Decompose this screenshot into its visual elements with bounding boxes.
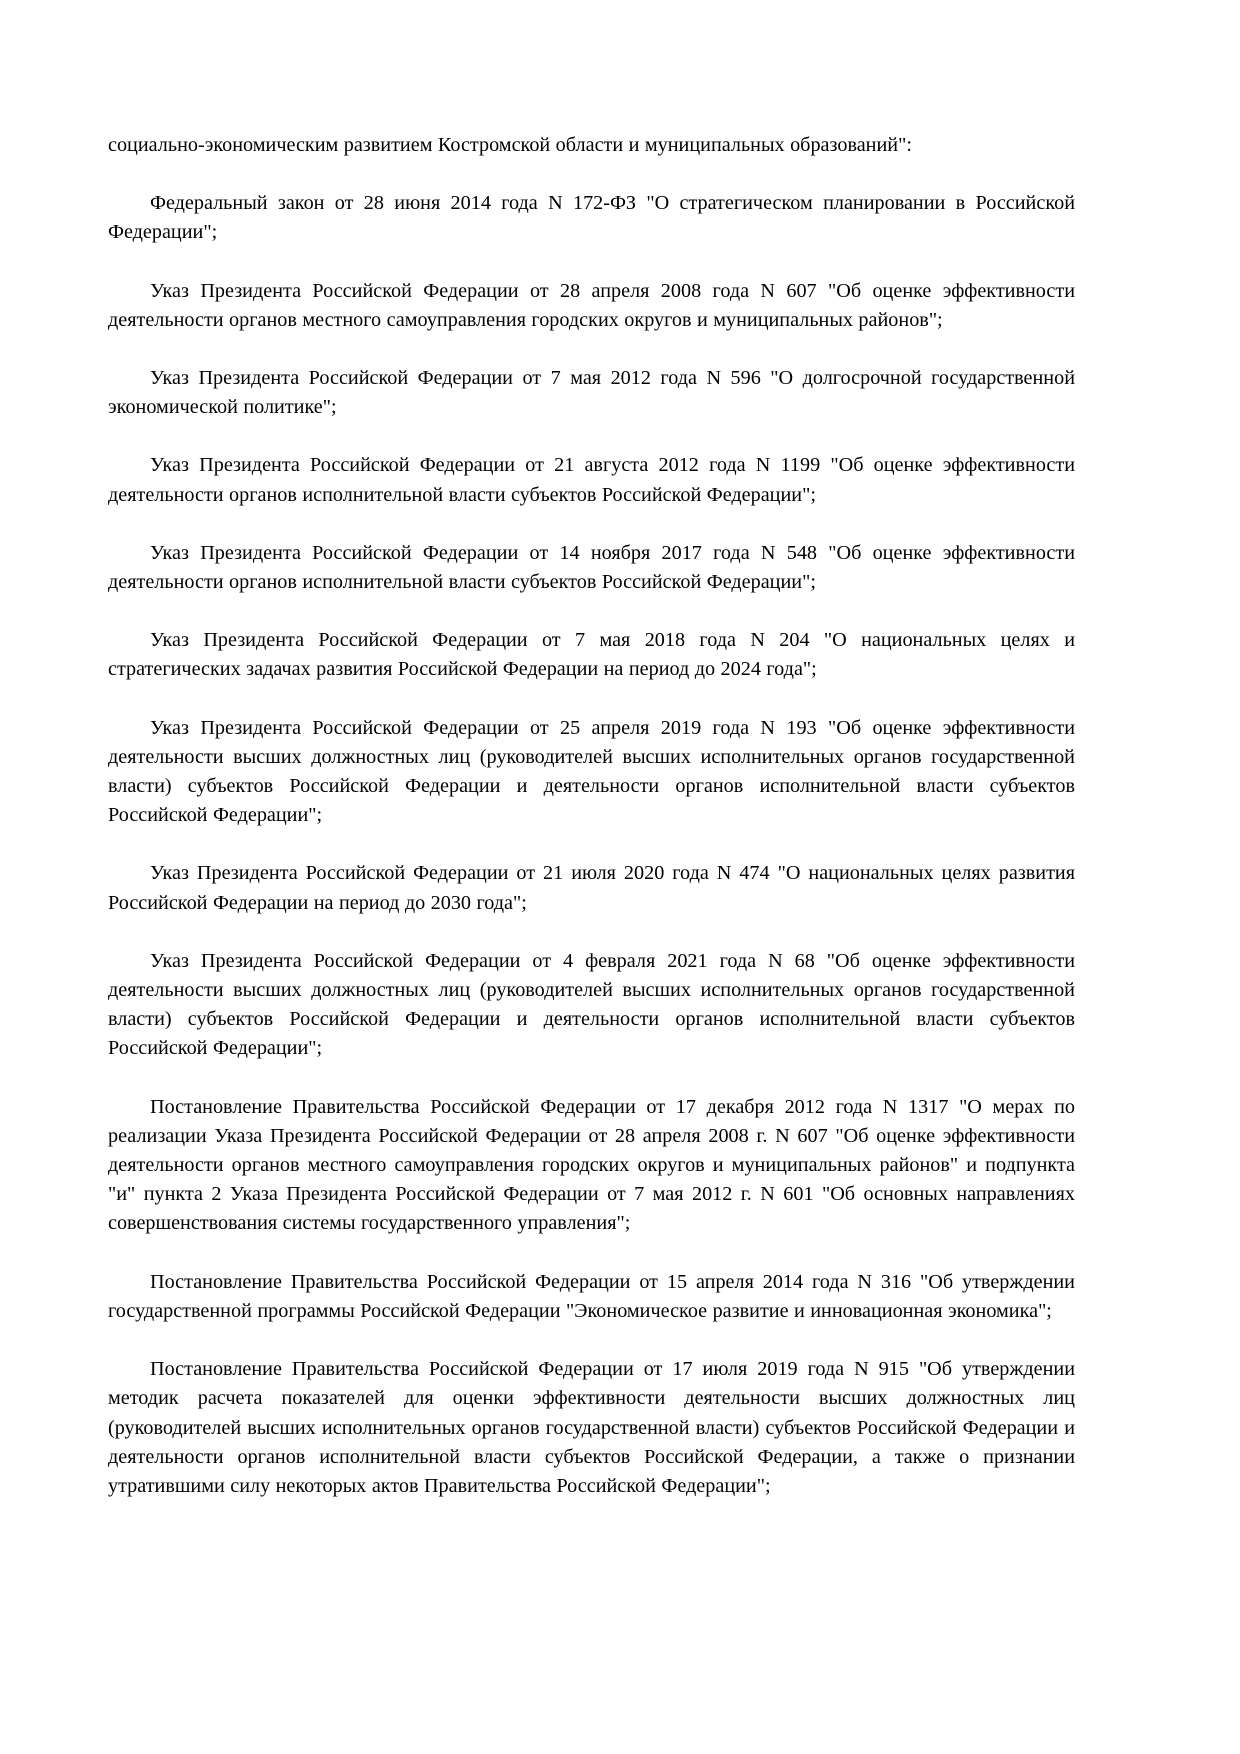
- paragraph-ukaz-474: Указ Президента Российской Федерации от 21 июля 2020 года N 474 "О национальных целях развития Российской Федерации на период до 2030 года";: [108, 862, 1075, 914]
- paragraph-spacer: [108, 335, 1075, 364]
- paragraph-spacer: [108, 510, 1075, 539]
- paragraph-ukaz-548: Указ Президента Российской Федерации от 14 ноября 2017 года N 548 "Об оценке эффективности деятельности органов исполнительной власти субъектов Российской Федерации";: [108, 541, 1075, 594]
- paragraph-ukaz-596: Указ Президента Российской Федерации от 7 мая 2012 года N 596 "О долгосрочной государственной экономической политике";: [108, 367, 1075, 419]
- paragraph-ukaz-204: Указ Президента Российской Федерации от 7 мая 2018 года N 204 "О национальных целях и стратегических задачах развития Российской Федерации на период до 2024 года";: [108, 629, 1075, 681]
- paragraph-spacer: [108, 1064, 1075, 1093]
- paragraph-federal-law-172fz: Федеральный закон от 28 июня 2014 года N 172-ФЗ "О стратегическом планировании в Российской Федерации";: [108, 192, 1075, 244]
- paragraph-postanovlenie-316: Постановление Правительства Российской Федерации от 15 апреля 2014 года N 316 "Об утверждении государственной программы Российской Федерации "Экономическое развитие и инновационная экономика";: [108, 1270, 1075, 1322]
- paragraph-postanovlenie-915: Постановление Правительства Российской Федерации от 17 июля 2019 года N 915 "Об утверждении методик расчета показателей для оценки эффективности деятельности высших должностных лиц (руководителей высших исполнительных органов государственной власти) субъектов Российской Федерации и деятельности органов исполнительной власти субъектов Российской Федерации, а также о признании утратившими силу некоторых актов Правительства Российской Федерации";: [108, 1358, 1075, 1497]
- paragraph-continuation-kostroma: социально-экономическим развитием Костромской области и муниципальных образований":: [108, 134, 912, 156]
- paragraph-spacer: [108, 1239, 1075, 1268]
- paragraph-ukaz-193: Указ Президента Российской Федерации от 25 апреля 2019 года N 193 "Об оценке эффективности деятельности высших должностных лиц (руководителей высших исполнительных органов государственной власти) субъектов Российской Федерации и деятельности органов исполнительной власти субъектов Российской Федерации";: [108, 716, 1075, 827]
- paragraph-ukaz-1199: Указ Президента Российской Федерации от 21 августа 2012 года N 1199 "Об оценке эффективности деятельности органов исполнительной власти субъектов Российской Федерации";: [108, 454, 1075, 506]
- document-text-body: [108, 131, 1075, 1501]
- paragraph-spacer: [108, 1326, 1075, 1355]
- paragraph-spacer: [108, 597, 1075, 626]
- paragraph-spacer: [108, 685, 1075, 714]
- paragraph-ukaz-607: Указ Президента Российской Федерации от 28 апреля 2008 года N 607 "Об оценке эффективности деятельности органов местного самоуправления городских округов и муниципальных районов";: [108, 279, 1075, 331]
- paragraph-postanovlenie-1317: Постановление Правительства Российской Федерации от 17 декабря 2012 года N 1317 "О мерах по реализации Указа Президента Российской Федерации от 28 апреля 2008 г. N 607 "Об оценке эффективности деятельности органов местного самоуправления городских округов и муниципальных районов" и подпункта "и" пункта 2 Указа Президента Российской Федерации от 7 мая 2012 г. N 601 "Об основных направлениях совершенствования системы государственного управления";: [108, 1095, 1075, 1235]
- paragraph-spacer: [108, 248, 1075, 277]
- paragraph-spacer: [108, 830, 1075, 859]
- paragraph-spacer: [108, 422, 1075, 451]
- paragraph-spacer: [108, 160, 1075, 189]
- paragraph-spacer: [108, 918, 1075, 947]
- paragraph-ukaz-68: Указ Президента Российской Федерации от 4 февраля 2021 года N 68 "Об оценке эффективности деятельности высших должностных лиц (руководителей высших исполнительных органов государственной власти) субъектов Российской Федерации и деятельности органов исполнительной власти субъектов Российской Федерации";: [108, 949, 1075, 1060]
